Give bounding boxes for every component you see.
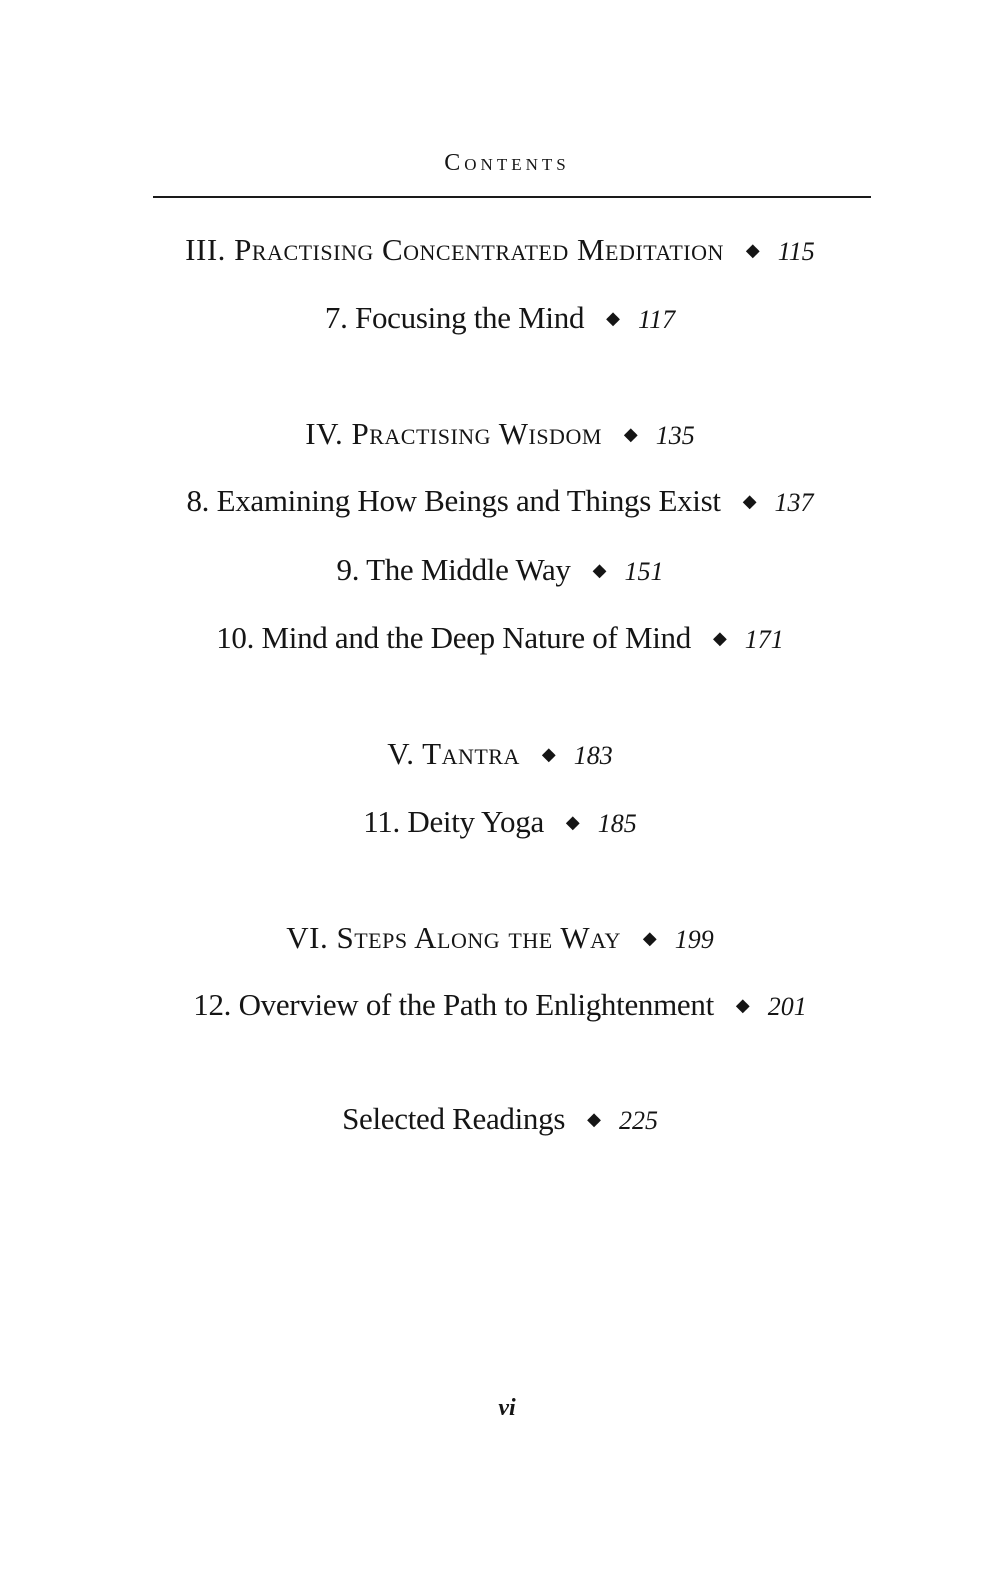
toc-entry-page: 185	[597, 809, 637, 838]
toc-entry-page: 201	[767, 992, 807, 1021]
diamond-separator-icon: ◆	[587, 1109, 601, 1129]
diamond-separator-icon: ◆	[565, 812, 580, 832]
toc-entry-part-5[interactable]	[0, 734, 1000, 776]
toc-entry-selected-readings[interactable]	[0, 1099, 1000, 1141]
toc-entry-label: 9. The Middle Way	[336, 552, 571, 587]
running-head: Contents	[444, 150, 570, 176]
toc-entry-label: 11. Deity Yoga	[363, 804, 544, 839]
toc-entry-part-3[interactable]	[0, 230, 1000, 272]
toc-entry-label: 8. Examining How Beings and Things Exist	[186, 483, 721, 518]
toc-entry-chapter-12[interactable]	[0, 985, 1000, 1027]
toc-entry-page: 135	[655, 421, 695, 450]
toc-entry-label: IV. Practising Wisdom	[305, 416, 602, 451]
toc-entry-label: V. Tantra	[387, 736, 520, 771]
toc-entry-label: 12. Overview of the Path to Enlightenment	[193, 987, 714, 1022]
toc-entry-page: 225	[618, 1106, 658, 1135]
diamond-separator-icon: ◆	[642, 928, 657, 948]
diamond-separator-icon: ◆	[735, 995, 750, 1015]
toc-entry-chapter-8[interactable]	[0, 481, 1000, 523]
toc-entry-label: III. Practising Concentrated Meditation	[185, 232, 724, 267]
diamond-separator-icon: ◆	[606, 308, 620, 328]
toc-entry-part-4[interactable]	[0, 414, 1000, 456]
page-folio: vi	[498, 1395, 516, 1421]
header-rule	[153, 196, 871, 198]
toc-entry-label: Selected Readings	[342, 1101, 566, 1136]
toc-entry-label: VI. Steps Along the Way	[286, 920, 621, 955]
toc-entry-chapter-7[interactable]	[0, 298, 1000, 340]
diamond-separator-icon: ◆	[592, 560, 607, 580]
toc-entry-page: 137	[774, 488, 814, 517]
toc-entry-label: 10. Mind and the Deep Nature of Mind	[216, 620, 691, 655]
diamond-separator-icon: ◆	[712, 628, 727, 648]
diamond-separator-icon: ◆	[742, 491, 757, 511]
toc-entry-part-6[interactable]	[0, 918, 1000, 960]
diamond-separator-icon: ◆	[541, 744, 556, 764]
diamond-separator-icon: ◆	[745, 240, 760, 260]
toc-entry-chapter-9[interactable]	[0, 550, 1000, 592]
toc-entry-chapter-11[interactable]	[0, 802, 1000, 844]
toc-entry-chapter-10[interactable]	[0, 618, 1000, 660]
toc-entry-label: 7. Focusing the Mind	[324, 300, 585, 335]
toc-entry-page: 199	[674, 925, 714, 954]
toc-entry-page: 151	[624, 557, 664, 586]
toc-entry-page: 117	[638, 305, 676, 334]
toc-entry-page: 115	[777, 237, 815, 266]
diamond-separator-icon: ◆	[623, 424, 638, 444]
toc-entry-page: 171	[744, 625, 784, 654]
toc-entry-page: 183	[573, 741, 613, 770]
